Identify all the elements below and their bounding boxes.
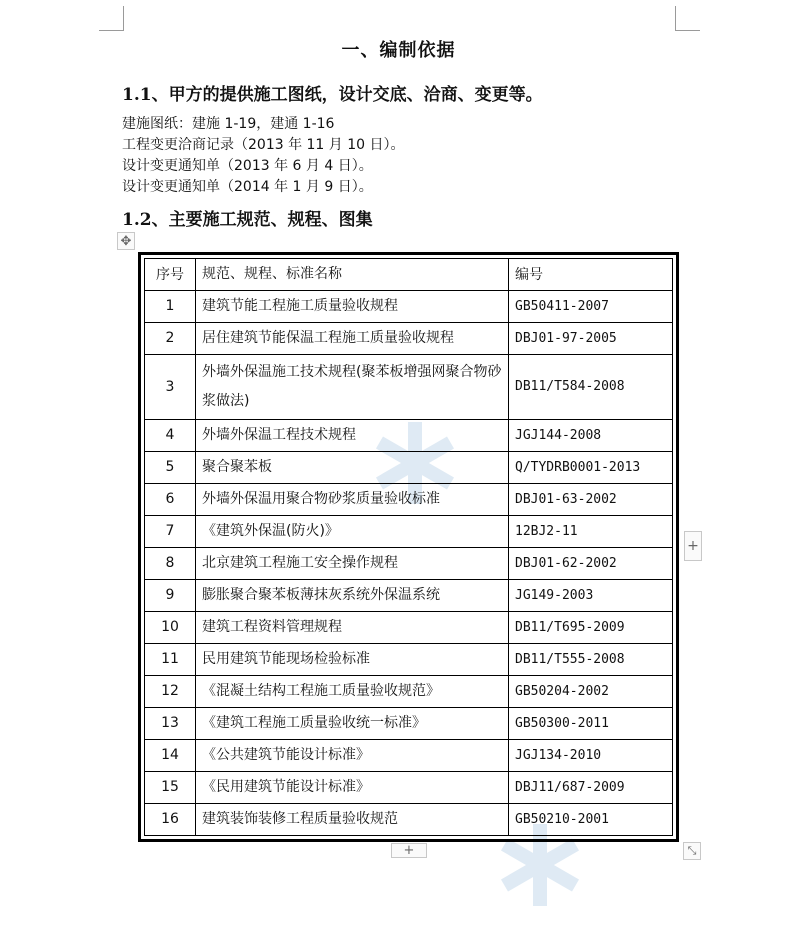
document-title: 一、编制依据 (341, 40, 456, 61)
row-no: 13 (145, 707, 196, 739)
row-name: 建筑工程资料管理规程 (196, 611, 509, 643)
row-name: 《公共建筑节能设计标准》 (196, 739, 509, 771)
row-name: 外墙外保温施工技术规程(聚苯板增强网聚合物砂浆做法) (196, 354, 509, 419)
row-name: 外墙外保温用聚合物砂浆质量验收标准 (196, 483, 509, 515)
row-no: 5 (145, 451, 196, 483)
table-row (145, 547, 673, 579)
table-row (145, 803, 673, 835)
row-no: 16 (145, 803, 196, 835)
row-code: DB11/T695-2009 (509, 611, 673, 643)
row-code: DBJ01-62-2002 (509, 547, 673, 579)
table-move-handle[interactable] (117, 232, 135, 250)
add-column-button[interactable] (684, 531, 702, 561)
header-no: 序号 (145, 259, 196, 291)
table-row (145, 771, 673, 803)
row-no: 2 (145, 322, 196, 354)
table-row (145, 707, 673, 739)
table-resize-handle[interactable] (683, 842, 701, 860)
row-no: 9 (145, 579, 196, 611)
header-name: 规范、规程、标准名称 (196, 259, 509, 291)
standards-table-frame (138, 252, 679, 842)
table-row (145, 322, 673, 354)
row-code: JGJ134-2010 (509, 739, 673, 771)
row-code: DBJ01-97-2005 (509, 322, 673, 354)
row-no: 11 (145, 643, 196, 675)
table-row (145, 354, 673, 419)
row-name: 民用建筑节能现场检验标准 (196, 643, 509, 675)
row-no: 3 (145, 354, 196, 419)
plus-icon: + (403, 843, 415, 858)
table-row (145, 515, 673, 547)
row-code: GB50204-2002 (509, 675, 673, 707)
row-name: 居住建筑节能保温工程施工质量验收规程 (196, 322, 509, 354)
row-no: 8 (145, 547, 196, 579)
row-name: 外墙外保温工程技术规程 (196, 419, 509, 451)
row-no: 7 (145, 515, 196, 547)
row-no: 14 (145, 739, 196, 771)
body-line: 设计变更通知单（2014 年 1 月 9 日）。 (122, 179, 373, 195)
table-row (145, 579, 673, 611)
table-row (145, 451, 673, 483)
row-code: DB11/T584-2008 (509, 354, 673, 419)
row-code: GB50411-2007 (509, 290, 673, 322)
row-name: 《混凝土结构工程施工质量验收规范》 (196, 675, 509, 707)
row-code: Q/TYDRB0001-2013 (509, 451, 673, 483)
row-no: 4 (145, 419, 196, 451)
row-no: 10 (145, 611, 196, 643)
row-code: DB11/T555-2008 (509, 643, 673, 675)
standards-table (144, 258, 673, 836)
table-header-row (145, 259, 673, 291)
row-no: 12 (145, 675, 196, 707)
section-heading-1-2: 1.2、主要施工规范、规程、图集 (122, 210, 373, 230)
plus-icon: + (687, 538, 699, 554)
row-code: JG149-2003 (509, 579, 673, 611)
row-no: 1 (145, 290, 196, 322)
body-line: 建施图纸：建施 1-19，建通 1-16 (122, 116, 335, 132)
row-code: GB50210-2001 (509, 803, 673, 835)
row-name: 北京建筑工程施工安全操作规程 (196, 547, 509, 579)
move-icon: ✥ (120, 233, 132, 249)
row-code: 12BJ2-11 (509, 515, 673, 547)
row-name: 《建筑外保温(防火)》 (196, 515, 509, 547)
row-code: GB50300-2011 (509, 707, 673, 739)
table-row (145, 675, 673, 707)
body-line: 设计变更通知单（2013 年 6 月 4 日）。 (122, 158, 373, 174)
row-no: 6 (145, 483, 196, 515)
page-corner-mark-top-right (675, 6, 700, 31)
row-name: 《建筑工程施工质量验收统一标准》 (196, 707, 509, 739)
row-name: 《民用建筑节能设计标准》 (196, 771, 509, 803)
table-row (145, 483, 673, 515)
resize-icon: ⤡ (687, 844, 697, 857)
row-code: DBJ01-63-2002 (509, 483, 673, 515)
table-row (145, 643, 673, 675)
header-code: 编号 (509, 259, 673, 291)
row-name: 建筑节能工程施工质量验收规程 (196, 290, 509, 322)
row-code: JGJ144-2008 (509, 419, 673, 451)
row-name: 膨胀聚合聚苯板薄抹灰系统外保温系统 (196, 579, 509, 611)
table-row (145, 739, 673, 771)
body-line: 工程变更洽商记录（2013 年 11 月 10 日）。 (122, 137, 405, 153)
row-no: 15 (145, 771, 196, 803)
table-row (145, 611, 673, 643)
section-1-1-body (122, 114, 405, 198)
row-code: DBJ11/687-2009 (509, 771, 673, 803)
row-name: 建筑装饰装修工程质量验收规范 (196, 803, 509, 835)
row-name: 聚合聚苯板 (196, 451, 509, 483)
add-row-button[interactable] (391, 843, 427, 858)
section-heading-1-1: 1.1、甲方的提供施工图纸，设计交底、洽商、变更等。 (122, 85, 543, 105)
table-row (145, 290, 673, 322)
page-corner-mark-top-left (99, 6, 124, 31)
table-row (145, 419, 673, 451)
